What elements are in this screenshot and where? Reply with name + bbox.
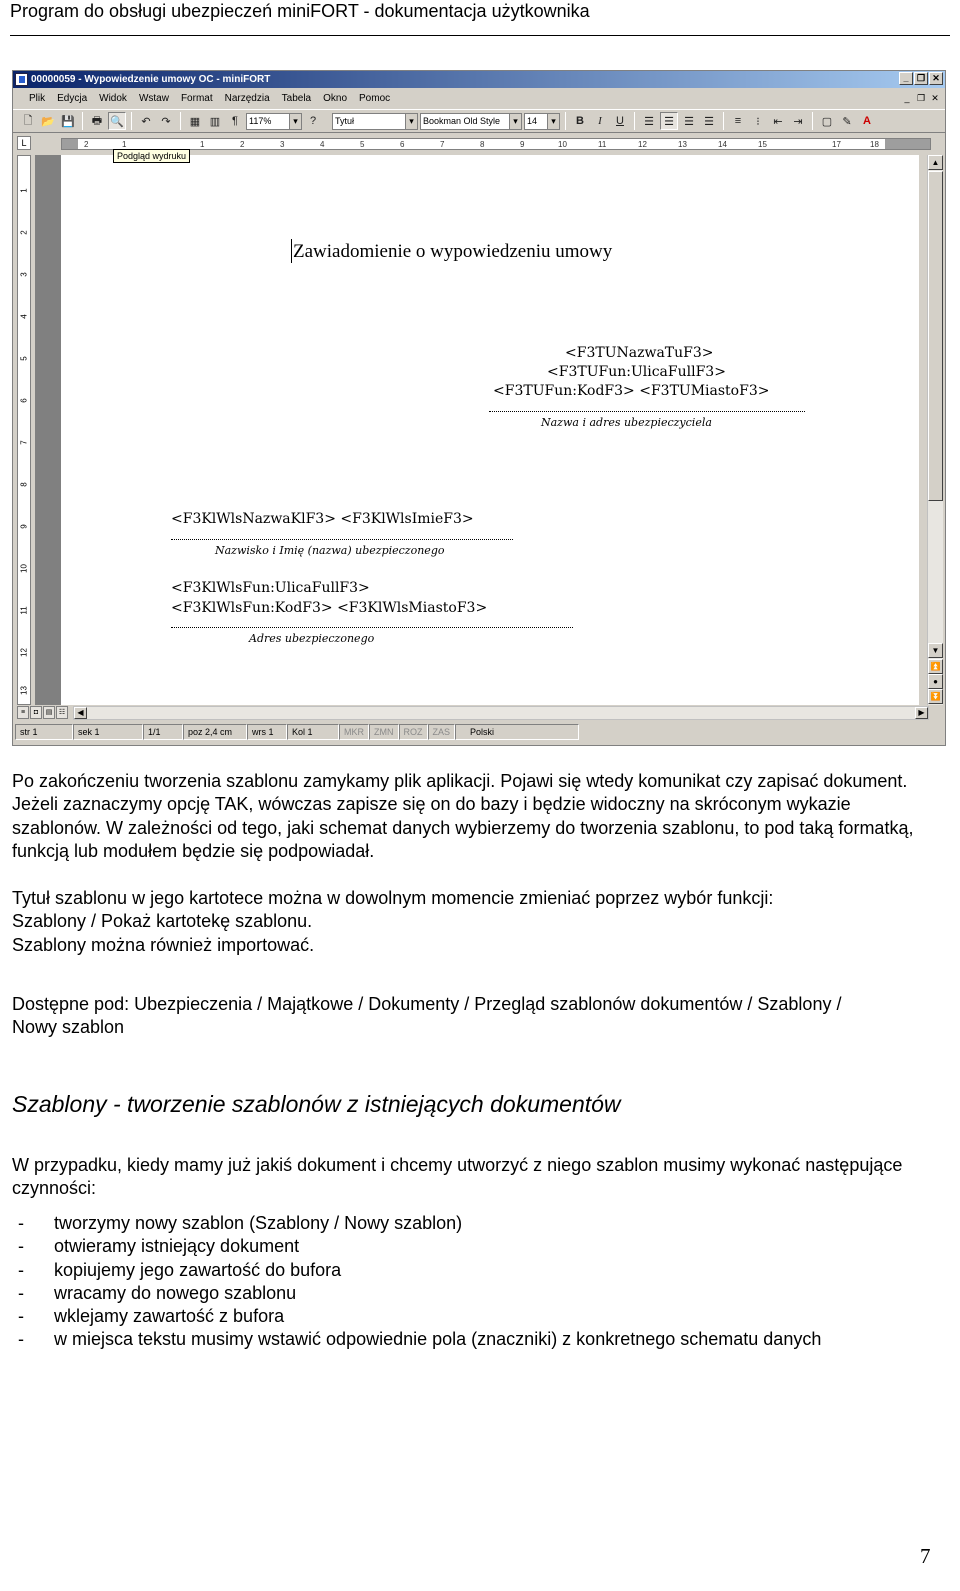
scroll-right-icon[interactable]: ▶	[915, 707, 928, 719]
ruler-number: 14	[718, 140, 727, 149]
vruler-number: 11	[19, 606, 29, 615]
normal-view-icon[interactable]: ≡	[17, 706, 29, 719]
scroll-thumb[interactable]	[928, 171, 943, 501]
doc-minimize-button[interactable]: _	[904, 93, 910, 103]
undo-icon[interactable]: ↶	[141, 115, 151, 128]
list-item	[12, 1328, 821, 1351]
paragraph-template-title	[12, 887, 942, 957]
ruler-number: 11	[598, 140, 607, 149]
paragraph-closing-template: Po zakończeniu tworzenia szablonu zamykamy plik aplikacji. Pojawi się wtedy komunikat czy zapisać dokument. Jeżeli zaznaczymy opcję TAK, wówczas zapisze się on do bazy i będzie widoczny na skróconym wykazie szablonów. W zależności od tego, jaki schemat danych wybierzemy do tworzenia szablonu, to pod taką formatką, funkcją lub modułem będzie się podpowiadał.	[12, 771, 914, 861]
menu-plik[interactable]: Plik	[29, 93, 46, 104]
page-header-title: Program do obsługi ubezpieczeń miniFORT - dokumentacja użytkownika	[10, 1, 590, 21]
insured-name-caption: Nazwisko i Imię (nazwa) ubezpieczonego	[215, 544, 445, 557]
view-buttons	[17, 706, 68, 719]
new-document-icon[interactable]: 🗋	[23, 114, 33, 127]
list-dash: -	[18, 1306, 24, 1327]
status-page: str 1	[15, 724, 73, 740]
font-size-select[interactable]: 14 ▾	[524, 113, 560, 130]
insurer-street-field: <F3TUFun:UlicaFullF3>	[547, 364, 726, 380]
underline-icon[interactable]: U	[616, 115, 624, 127]
scroll-down-icon[interactable]: ▼	[928, 643, 943, 658]
vruler-number: 2	[19, 230, 29, 235]
status-line: wrs 1	[247, 724, 287, 740]
status-section: sek 1	[73, 724, 143, 740]
pilcrow-icon[interactable]: ¶	[232, 115, 238, 127]
list-item	[12, 1235, 821, 1258]
insured-addr-dotted-line	[171, 627, 573, 628]
section-heading: Szablony - tworzenie szablonów z istniejących dokumentów	[12, 1091, 621, 1117]
app-title-bar	[13, 71, 945, 88]
minimize-button[interactable]: _	[899, 72, 913, 85]
print-preview-icon[interactable]: 🔍	[108, 112, 126, 130]
list-item	[12, 1212, 821, 1235]
menu-tabela[interactable]: Tabela	[281, 93, 312, 104]
ruler-number: 18	[870, 140, 879, 149]
ruler-number: 4	[320, 140, 325, 149]
horizontal-scroll-row	[13, 705, 945, 721]
ruler-margin-left	[62, 139, 78, 149]
ruler-number: 1	[122, 140, 127, 149]
horizontal-ruler[interactable]	[61, 138, 931, 150]
zoom-select[interactable]: 117% ▾	[246, 113, 302, 130]
vruler-number: 5	[19, 356, 29, 361]
document-page[interactable]	[61, 155, 919, 705]
vruler-number: 9	[19, 524, 29, 529]
bold-icon[interactable]: B	[576, 115, 584, 127]
italic-icon[interactable]: I	[598, 115, 602, 127]
insurer-name-field: <F3TUNazwaTuF3>	[565, 345, 714, 361]
page-header	[10, 0, 950, 36]
ruler-number: 15	[758, 140, 767, 149]
app-window-title: 00000059 - Wypowiedzenie umowy OC - miniFORT	[31, 74, 271, 85]
toolbar-separator	[634, 112, 635, 130]
table-icon[interactable]: ▦	[189, 115, 201, 128]
document-area	[35, 155, 919, 705]
status-zas[interactable]: ZAS	[428, 724, 456, 740]
justify-icon[interactable]: ☰	[704, 115, 714, 128]
list-dash: -	[18, 1213, 24, 1233]
ruler-number: 1	[200, 140, 205, 149]
style-select[interactable]: Tytuł ▾	[332, 113, 418, 130]
list-item-text: tworzymy nowy szablon (Szablony / Nowy szablon)	[54, 1213, 463, 1233]
close-button[interactable]: ✕	[929, 72, 943, 85]
vertical-ruler[interactable]	[17, 155, 31, 705]
scroll-left-icon[interactable]: ◀	[74, 707, 87, 719]
ruler-number: 2	[84, 140, 89, 149]
ruler-number: 10	[558, 140, 567, 149]
insurer-city-field: <F3TUFun:KodF3> <F3TUMiastoF3>	[493, 383, 770, 399]
menu-bar	[13, 89, 945, 109]
tab-stop-selector[interactable]: L	[17, 136, 31, 150]
status-position: poz 2,4 cm	[183, 724, 247, 740]
decrease-indent-icon[interactable]: ⇤	[773, 115, 783, 128]
align-right-icon[interactable]: ☰	[684, 115, 694, 128]
list-item-text: wklejamy zawartość z bufora	[54, 1306, 285, 1327]
highlight-icon[interactable]: ✎	[842, 115, 852, 128]
help-icon[interactable]: ?	[309, 115, 317, 127]
vruler-number: 12	[19, 648, 29, 657]
paragraph-line: Szablony / Pokaż kartotekę szablonu.	[12, 911, 313, 932]
scroll-up-icon[interactable]: ▲	[928, 155, 943, 170]
status-pages: 1/1	[143, 724, 183, 740]
paragraph-existing-documents: W przypadku, kiedy mamy już jakiś dokument i chcemy utworzyć z niego szablon musimy wykonać następujące czynności:	[12, 1155, 903, 1199]
toolbar-separator	[723, 112, 724, 130]
restore-button[interactable]: ❐	[914, 72, 928, 85]
print-icon[interactable]: 🖶	[91, 114, 103, 127]
increase-indent-icon[interactable]: ⇥	[793, 115, 803, 128]
list-item-text: w miejsca tekstu musimy wstawić odpowiednie pola (znaczniki) z konkretnego schematu danych	[54, 1329, 822, 1350]
word-document-icon	[15, 73, 28, 86]
bullets-icon[interactable]: ⁝	[756, 115, 760, 128]
list-item-text: wracamy do nowego szablonu	[54, 1282, 297, 1303]
paragraph-line: Tytuł szablonu w jego kartotece można w dowolnym momencie zmieniać poprzez wybór funkcji:	[12, 888, 774, 908]
vruler-number: 8	[19, 482, 29, 487]
toolbar-separator	[131, 112, 132, 130]
insured-addr-caption: Adres ubezpieczonego	[249, 632, 375, 645]
align-center-icon[interactable]: ☰	[660, 112, 678, 130]
ruler-number: 12	[638, 140, 647, 149]
vertical-scrollbar[interactable]	[927, 155, 943, 705]
vruler-number: 3	[19, 272, 29, 277]
outline-view-icon[interactable]: ☷	[56, 706, 68, 719]
vruler-number: 1	[19, 188, 29, 193]
doc-close-button[interactable]: ✕	[931, 93, 939, 103]
insured-name-dotted-line	[171, 539, 513, 540]
menu-narzedzia[interactable]: Narzędzia	[224, 93, 270, 104]
menu-okno[interactable]: Okno	[323, 93, 348, 104]
menu-edycja[interactable]: Edycja	[57, 93, 88, 104]
insurer-dotted-line	[489, 411, 805, 412]
vruler-number: 13	[19, 686, 29, 695]
numbering-icon[interactable]: ≡	[734, 115, 742, 127]
page-number: 7	[920, 1544, 931, 1568]
border-icon[interactable]: ▢	[821, 115, 833, 128]
text-cursor	[291, 239, 292, 263]
ruler-number: 5	[360, 140, 365, 149]
open-folder-icon[interactable]: 📂	[41, 115, 55, 128]
paragraph-available-under: Dostępne pod: Ubezpieczenia / Majątkowe / Dokumenty / Przegląd szablonów dokumentów / Szablony / Nowy szablon	[12, 994, 842, 1038]
ruler-number: 17	[832, 140, 841, 149]
ruler-margin-right	[885, 139, 930, 149]
horizontal-scrollbar[interactable]	[73, 706, 929, 720]
toolbar-separator	[180, 112, 181, 130]
vruler-number: 10	[19, 564, 29, 573]
list-item-text: kopiujemy jego zawartość do bufora	[54, 1259, 342, 1280]
list-item-text: otwieramy istniejący dokument	[54, 1236, 300, 1257]
status-language: Polski	[455, 724, 579, 740]
align-left-icon[interactable]: ☰	[644, 115, 654, 128]
vruler-number: 6	[19, 398, 29, 403]
list-item	[12, 1305, 821, 1328]
ruler-number: 9	[520, 140, 525, 149]
document-title: Zawiadomienie o wypowiedzeniu umowy	[293, 241, 613, 262]
list-dash: -	[18, 1236, 24, 1257]
ruler-number: 8	[480, 140, 485, 149]
font-select[interactable]: Bookman Old Style ▾	[420, 113, 522, 130]
print-preview-tooltip: Podgląd wydruku	[113, 149, 190, 163]
vruler-number: 7	[19, 440, 29, 445]
status-roz[interactable]: ROZ	[399, 724, 428, 740]
menu-format[interactable]: Format	[180, 93, 213, 104]
list-dash: -	[18, 1329, 24, 1350]
list-item	[12, 1282, 821, 1305]
menu-wstaw[interactable]: Wstaw	[138, 93, 169, 104]
ruler-number: 2	[240, 140, 245, 149]
insured-city-field: <F3KlWlsFun:KodF3> <F3KlWlsMiastoF3>	[171, 600, 488, 616]
document-window-controls	[901, 92, 941, 104]
embedded-app-screenshot	[12, 70, 946, 746]
save-icon[interactable]: 💾	[61, 115, 75, 128]
ruler-number: 6	[400, 140, 405, 149]
font-color-icon[interactable]: A	[863, 115, 871, 127]
toolbar-separator	[812, 112, 813, 130]
doc-restore-button[interactable]: ❐	[916, 93, 926, 103]
vruler-number: 4	[19, 314, 29, 319]
status-mkr[interactable]: MKR	[339, 724, 369, 740]
toolbar-separator	[565, 112, 566, 130]
window-controls	[899, 72, 943, 85]
previous-page-icon[interactable]: ⏫	[928, 659, 943, 674]
ruler-number: 3	[280, 140, 285, 149]
status-zmn[interactable]: ZMN	[369, 724, 399, 740]
redo-icon[interactable]: ↷	[161, 115, 171, 128]
ruler-number: 7	[440, 140, 445, 149]
toolbar-separator	[82, 112, 83, 130]
ruler-number: 13	[678, 140, 687, 149]
insurer-caption: Nazwa i adres ubezpieczyciela	[541, 416, 712, 429]
menu-pomoc[interactable]: Pomoc	[359, 93, 391, 104]
insured-name-field: <F3KlWlsNazwaKlF3> <F3KlWlsImieF3>	[171, 511, 474, 527]
menu-widok[interactable]: Widok	[99, 93, 127, 104]
paragraph-line: Szablony można również importować.	[12, 934, 315, 955]
browse-object-icon[interactable]: ●	[928, 674, 943, 689]
toolbar	[13, 109, 945, 133]
steps-list	[12, 1212, 821, 1352]
status-column: Kol 1	[287, 724, 339, 740]
next-page-icon[interactable]: ⏬	[928, 689, 943, 704]
print-layout-icon[interactable]: ▤	[43, 706, 55, 719]
columns-icon[interactable]: ▥	[209, 115, 221, 128]
status-bar	[13, 722, 945, 742]
list-dash: -	[18, 1282, 24, 1303]
list-item	[12, 1259, 821, 1282]
insured-street-field: <F3KlWlsFun:UlicaFullF3>	[171, 580, 370, 596]
web-view-icon[interactable]: ◘	[30, 706, 42, 719]
list-dash: -	[18, 1259, 24, 1280]
